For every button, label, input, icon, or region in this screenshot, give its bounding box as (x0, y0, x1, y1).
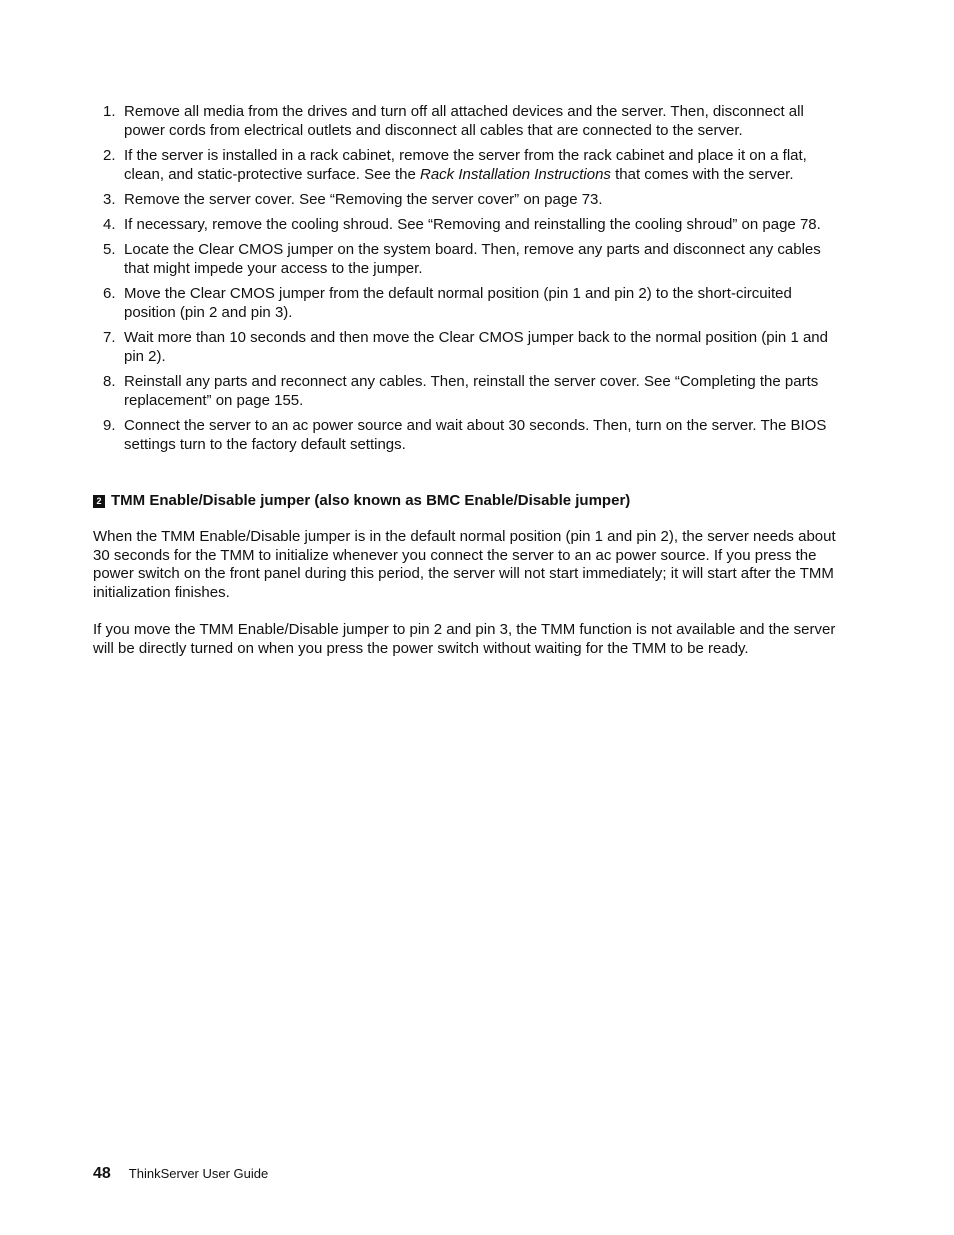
page-number: 48 (93, 1165, 111, 1182)
step-item (93, 190, 845, 209)
step-text: Move the Clear CMOS jumper from the default normal position (pin 1 and pin 2) to the short-circuited position (pin 2 and pin 3). (124, 285, 792, 321)
document-reference-title: Rack Installation Instructions (420, 166, 611, 183)
step-text: Wait more than 10 seconds and then move the Clear CMOS jumper back to the normal position (pin 1 and pin 2). (124, 329, 828, 365)
step-number: 5. (103, 241, 116, 258)
step-text: Remove all media from the drives and turn off all attached devices and the server. Then, disconnect all power cords from electrical outlets and disconnect all cables that are connected to the server. (124, 103, 804, 139)
procedure-steps (93, 102, 845, 460)
page-footer (93, 1165, 268, 1183)
step-item (93, 146, 845, 184)
step-item (93, 416, 845, 454)
callout-number-badge: 2 (93, 495, 105, 508)
step-item (93, 215, 845, 234)
body-paragraph: If you move the TMM Enable/Disable jumper to pin 2 and pin 3, the TMM function is not available and the server will be directly turned on when you press the power switch without waiting for the TMM to be ready. (93, 621, 836, 657)
step-text: Locate the Clear CMOS jumper on the system board. Then, remove any parts and disconnect any cables that might impede your access to the jumper. (124, 241, 821, 277)
document-title: ThinkServer User Guide (128, 1166, 269, 1181)
step-text (124, 147, 807, 183)
step-item (93, 102, 845, 140)
step-text-after: that comes with the server. (610, 166, 794, 183)
step-item (93, 328, 845, 366)
step-number: 3. (103, 191, 116, 208)
section-heading-text: TMM Enable/Disable jumper (also known as BMC Enable/Disable jumper) (111, 492, 631, 509)
step-number: 7. (103, 329, 116, 346)
step-number: 1. (103, 103, 116, 120)
step-number: 8. (103, 373, 116, 390)
step-item (93, 372, 845, 410)
step-number: 2. (103, 147, 116, 164)
step-text-before: If the server is installed in a rack cabinet, remove the server from the rack cabinet and place it on a flat, clean, and static-protective surface. See the (124, 147, 807, 183)
step-number: 4. (103, 216, 116, 233)
step-text: Remove the server cover. See “Removing the server cover” on page 73. (124, 191, 603, 208)
step-item (93, 240, 845, 278)
step-text: Connect the server to an ac power source and wait about 30 seconds. Then, turn on the server. The BIOS settings turn to the factory default settings. (124, 417, 827, 453)
step-text: If necessary, remove the cooling shroud. See “Removing and reinstalling the cooling shroud” on page 78. (124, 216, 821, 233)
step-number: 9. (103, 417, 116, 434)
step-text: Reinstall any parts and reconnect any cables. Then, reinstall the server cover. See “Completing the parts replacement” on page 155. (124, 373, 819, 409)
body-paragraph: When the TMM Enable/Disable jumper is in the default normal position (pin 1 and pin 2), the server needs about 30 seconds for the TMM to initialize whenever you connect the server to an ac power source. If you press the power switch on the front panel during this period, the server will not start immediately; it will start after the TMM initialization finishes. (93, 528, 836, 602)
step-item (93, 284, 845, 322)
section-heading (93, 491, 853, 510)
step-number: 6. (103, 285, 116, 302)
